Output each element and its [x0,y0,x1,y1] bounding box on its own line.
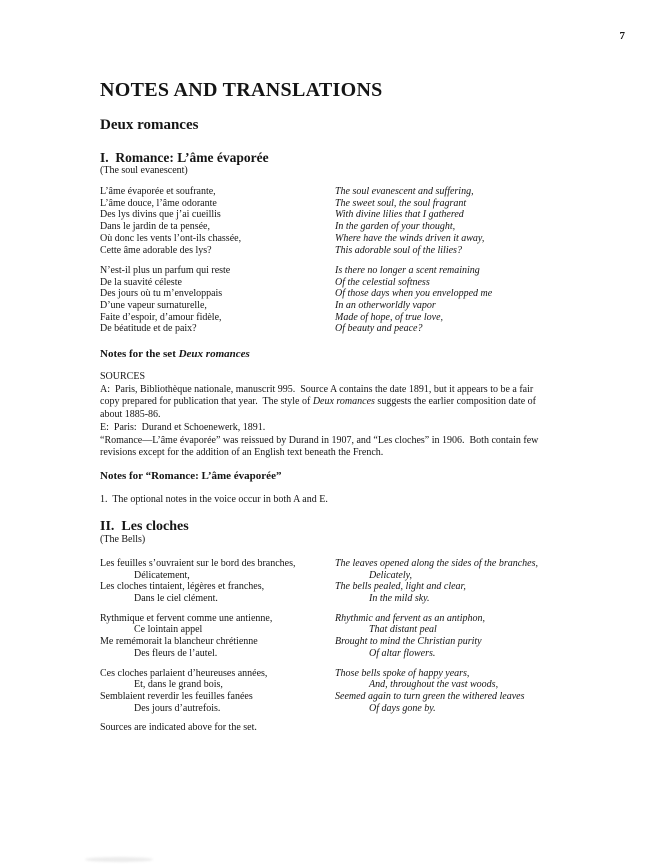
cloches-stanza-1 [100,558,650,605]
poem-line-english: In the garden of your thought, [335,221,456,233]
notes-romance-heading: Notes for “Romance: L’âme évaporée” [100,469,282,482]
poem-line-french: Les cloches tintaient, légères et franches, [100,581,265,593]
poem-line-french: Ces cloches parlaient d’heureuses années, [100,667,268,679]
poem-line-english: Of those days when you envelopped me [335,288,493,300]
source-line [100,396,650,409]
poem-line-english: The leaves opened along the sides of the branches, [335,557,539,569]
text-segment: revisions except for the addition of an English text beneath the French. [100,447,384,459]
poem-line-french: L’âme douce, l’âme odorante [100,197,217,209]
poem-line-english: Of altar flowers. [369,647,436,659]
text-segment: A: Paris, Bibliothèque nationale, manuscrit 995. Source A contains the date 1891, but it appears to be a fair [100,383,534,395]
poem-line-english: In the mild sky. [369,593,430,605]
poem-line-english: And, throughout the vast woods, [369,679,499,691]
poem-line-english: In an otherworldly vapor [335,299,436,311]
poem-line-english: The soul evanescent and suffering, [335,186,474,197]
poem-line-french: Des fleurs de l’autel. [134,647,218,659]
poem-line-english: Those bells spoke of happy years, [335,667,470,679]
page-title: NOTES AND TRANSLATIONS [100,79,383,101]
poem-line-french: Les feuilles s’ouvraient sur le bord des branches, [100,557,296,569]
source-line [100,447,650,460]
poem-line-english: Of days gone by. [369,702,436,714]
text-segment: “Romance—L’âme évaporée” was reissued by Durand in 1907, and “Les cloches” in 1906. Both contain few [100,434,539,446]
poem-line-french: Et, dans le grand bois, [134,679,223,691]
french-column [100,265,335,335]
poem-line-english: Of the celestial softness [335,276,430,288]
poem-line-french: Des jours d’autrefois. [134,702,221,714]
poem-line-french: Cette âme adorable des lys? [100,244,212,256]
cloches-stanza-2 [100,613,650,660]
french-column [100,668,335,715]
poem-line-french: Faite d’espoir, d’amour fidèle, [100,311,222,323]
cloches-subtitle: (The Bells) [100,533,146,545]
set-heading: Deux romances [100,117,199,133]
text-segment: Notes for the set [100,348,179,361]
closing-line: Sources are indicated above for the set. [100,722,257,734]
english-column [335,558,538,605]
cloches-stanza-3 [100,668,650,715]
poem-line-french: Semblaient reverdir les feuilles fanées [100,690,253,702]
poem-line-french: De béatitude et de paix? [100,323,197,335]
text-segment: E: Paris: Durand et Schoenewerk, 1891. [100,421,266,433]
french-column [100,186,335,256]
english-column [335,668,525,715]
poem-line-french: Des jours où tu m’enveloppais [100,288,223,300]
poem-line-english: Is there no longer a scent remaining [335,264,480,276]
poem-line-english: With divine lilies that I gathered [335,209,464,221]
sources-label: SOURCES [100,371,146,383]
text-segment: Deux romances [178,348,250,361]
poem-line-french: De la suavité céleste [100,276,182,288]
poem-line-french: Ce lointain appel [134,624,203,636]
poem-line-english: This adorable soul of the lilies? [335,244,462,256]
cloches-heading: II. Les cloches [100,518,189,534]
poem-line-english: Of beauty and peace? [335,323,423,335]
poem-line-french: Dans le jardin de ta pensée, [100,221,210,233]
notes-set-heading [100,348,650,361]
poem-line-french: Dans le ciel clément. [134,593,218,605]
poem-line-french: Délicatement, [134,569,190,581]
poem-line-english: Where have the winds driven it away, [335,232,485,244]
poem-line-english: Delicately, [369,569,413,581]
poem-line-french: Des lys divins que j’ai cueillis [100,209,221,221]
page-number: 7 [619,30,625,42]
poem-line-french: N’est-il plus un parfum qui reste [100,264,231,276]
romance-subtitle: (The soul evanescent) [100,165,188,176]
poem-line-english: The bells pealed, light and clear, [335,581,466,593]
romance-note-1: 1. The optional notes in the voice occur in both A and E. [100,493,328,505]
english-column [335,265,492,335]
poem-line-english: That distant peal [369,624,437,636]
english-column [335,613,485,660]
poem-line-french: Me remémorait la blancheur chrétienne [100,636,258,648]
text-segment: about 1885-86. [100,409,161,421]
source-line [100,422,650,435]
poem-line-english: Rhythmic and fervent as an antiphon, [335,612,485,624]
poem-line-french: D’une vapeur surnaturelle, [100,299,207,311]
scan-smudge [85,857,153,862]
page-content [100,80,650,734]
source-line [100,435,650,448]
poem-line-english: Brought to mind the Christian purity [335,636,482,648]
sources-paragraph [100,384,650,460]
french-column [100,558,335,605]
poem-line-english: Seemed again to turn green the withered leaves [335,690,525,702]
romance-stanza-1 [100,186,650,256]
text-segment: suggests the earlier composition date of [374,396,536,408]
poem-line-french: Où donc les vents l’ont-ils chassée, [100,232,242,244]
source-line [100,409,650,422]
romance-stanza-2 [100,265,650,335]
text-segment: Deux romances [312,396,375,408]
text-segment: copy prepared for publication that year. The style of [100,396,313,408]
romance-heading: I. Romance: L’âme évaporée [100,150,269,165]
source-line [100,384,650,397]
poem-line-english: Made of hope, of true love, [335,311,444,323]
poem-line-french: L’âme évaporée et soufrante, [100,186,216,197]
english-column [335,186,484,256]
poem-line-english: The sweet soul, the soul fragrant [335,197,467,209]
poem-line-french: Rythmique et fervent comme une antienne, [100,612,273,624]
cloches-poem [100,558,650,714]
french-column [100,613,335,660]
romance-poem [100,186,650,335]
